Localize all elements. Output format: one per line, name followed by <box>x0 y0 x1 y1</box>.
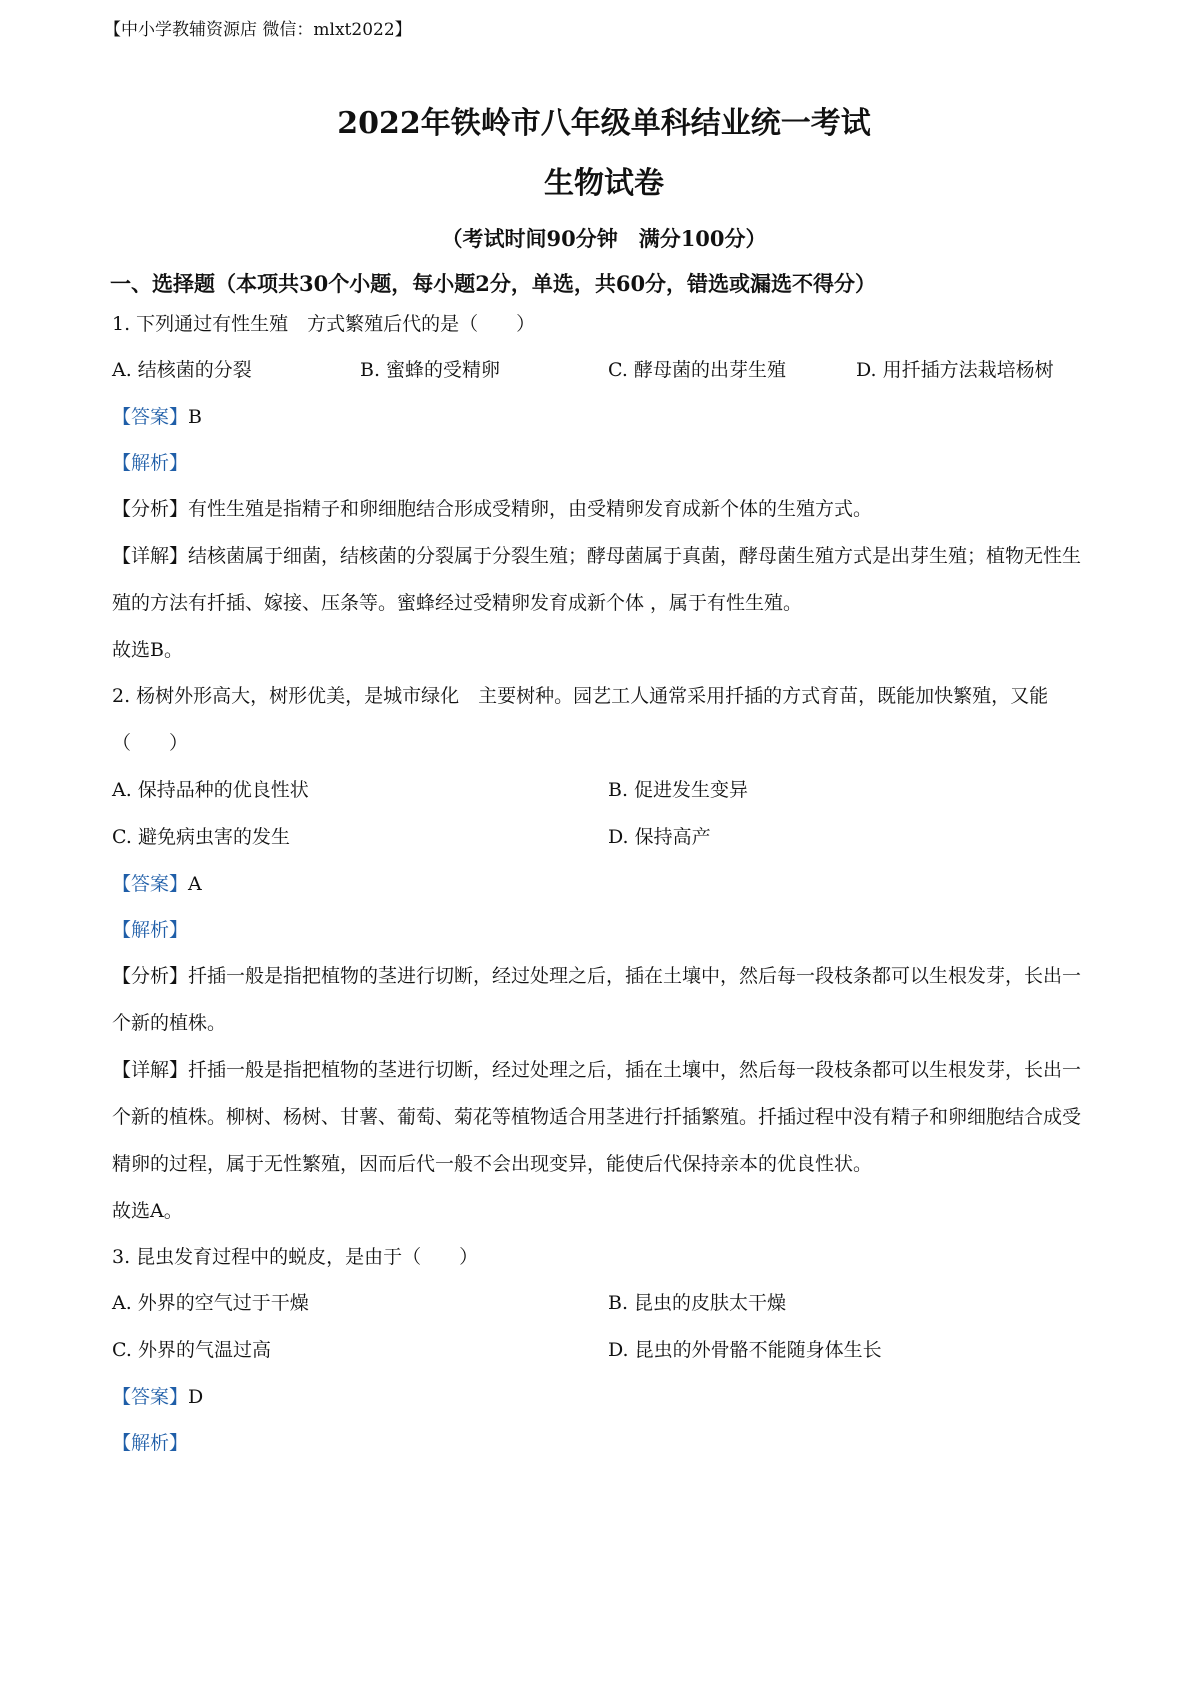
exam-info: （考试时间90分钟 满分100分） <box>441 226 767 251</box>
answer-line <box>112 394 1096 440</box>
analysis-detail: 【详解】结核菌属于细菌，结核菌的分裂属于分裂生殖；酵母菌属于真菌，酵母菌生殖方式是出芽生殖；植物无性生殖的方法有扦插、嫁接、压条等。蜜蜂经过受精卵发育成新个体 ，属于有性生殖。 <box>112 545 1082 614</box>
option-a: A. 保持品种的优良性状 <box>112 779 309 801</box>
option-b: B. 昆虫的皮肤太干燥 <box>608 1292 787 1314</box>
answer-line <box>112 1374 1096 1420</box>
subject-title: 生物试卷 <box>544 166 664 201</box>
question-3 <box>112 1234 1096 1466</box>
question-1 <box>112 301 1096 673</box>
question-stem: 1. 下列通过有性生殖 方式繁殖后代的是（ ） <box>112 313 536 335</box>
option-c: C. 酵母菌的出芽生殖 <box>608 359 786 381</box>
watermark: 【中小学教辅资源店 微信：mlxt2022】 <box>104 20 412 40</box>
option-d: D. 用扦插方法栽培杨树 <box>856 359 1054 381</box>
option-b: B. 促进发生变异 <box>608 779 749 801</box>
option-a: A. 外界的空气过于干燥 <box>112 1292 309 1314</box>
options-row <box>112 347 1096 394</box>
answer-label: 【答案】 <box>112 406 189 428</box>
option-d: D. 保持高产 <box>608 826 711 848</box>
answer-value: A <box>188 873 202 895</box>
section-heading: 一、选择题（本项共30个小题，每小题2分，单选，共60分，错选或漏选不得分） <box>110 271 877 296</box>
exam-title: 2022年铁岭市八年级单科结业统一考试 <box>337 106 871 141</box>
exam-page <box>112 104 1096 1466</box>
options-grid <box>112 767 1096 861</box>
answer-label: 【答案】 <box>112 1386 189 1408</box>
analysis-fenxi: 【分析】扦插一般是指把植物的茎进行切断，经过处理之后，插在土壤中，然后每一段枝条都可以生根发芽，长出一个新的植株。 <box>112 965 1082 1034</box>
question-2 <box>112 673 1096 1234</box>
analysis-detail: 【详解】扦插一般是指把植物的茎进行切断，经过处理之后，插在土壤中，然后每一段枝条都可以生根发芽，长出一个新的植株。柳树、杨树、甘薯、葡萄、菊花等植物适合用茎进行扦插繁殖。扦插过程中没有精子和卵细胞结合成受精卵的过程，属于无性繁殖，因而后代一般不会出现变异，能使后代保持亲本的优良性状。 <box>112 1059 1082 1175</box>
analysis-label: 【解析】 <box>112 1432 189 1454</box>
analysis-fenxi: 【分析】有性生殖是指精子和卵细胞结合形成受精卵，由受精卵发育成新个体的生殖方式。 <box>112 498 873 520</box>
question-stem: 3. 昆虫发育过程中的蜕皮，是由于（ ） <box>112 1246 479 1268</box>
analysis-label: 【解析】 <box>112 452 189 474</box>
option-c: C. 避免病虫害的发生 <box>112 826 290 848</box>
answer-line <box>112 861 1096 907</box>
answer-value: D <box>188 1386 204 1408</box>
conclusion: 故选A。 <box>112 1200 183 1222</box>
conclusion: 故选B。 <box>112 639 183 661</box>
answer-label: 【答案】 <box>112 873 189 895</box>
analysis-label: 【解析】 <box>112 919 189 941</box>
option-d: D. 昆虫的外骨骼不能随身体生长 <box>608 1339 882 1361</box>
options-grid <box>112 1280 1096 1374</box>
answer-value: B <box>188 406 202 428</box>
option-c: C. 外界的气温过高 <box>112 1339 271 1361</box>
question-stem: 2. 杨树外形高大，树形优美，是城市绿化 主要树种。园艺工人通常采用扦插的方式育苗，既能加快繁殖，又能（ ） <box>112 685 1049 754</box>
option-a: A. 结核菌的分裂 <box>112 359 252 381</box>
option-b: B. 蜜蜂的受精卵 <box>360 359 501 381</box>
